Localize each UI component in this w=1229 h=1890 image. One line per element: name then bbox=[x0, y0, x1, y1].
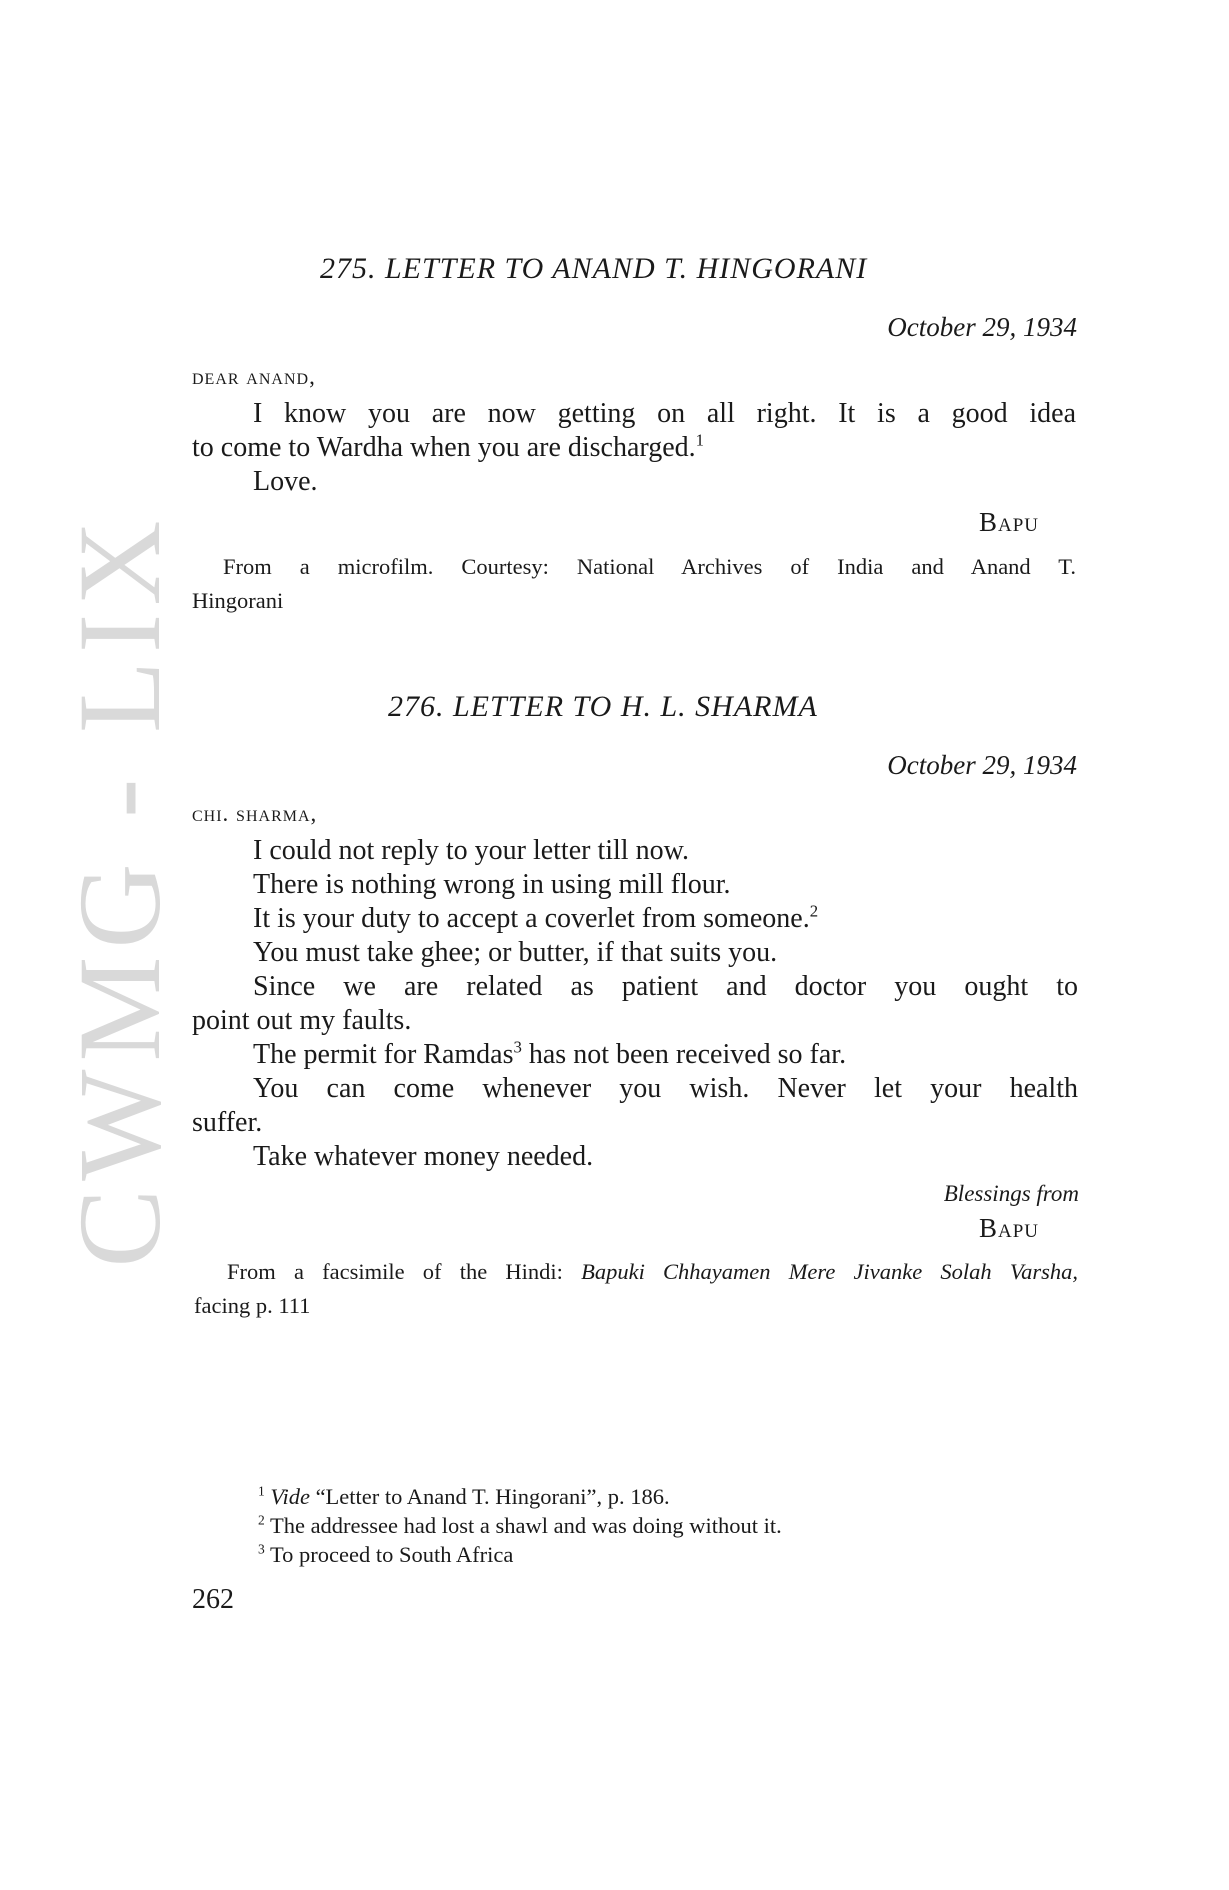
footnote-3 bbox=[258, 1542, 513, 1568]
letter-276-line-2: There is nothing wrong in using mill flour. bbox=[253, 869, 731, 900]
letter-276-line-7b: suffer. bbox=[192, 1107, 263, 1138]
footnote-3-text: To proceed to South Africa bbox=[269, 1542, 514, 1567]
letter-276-line-6-start: The permit for Ramdas bbox=[253, 1039, 514, 1070]
letter-276-line-1: I could not reply to your letter till now. bbox=[253, 835, 689, 866]
letter-276-line-8: Take whatever money needed. bbox=[253, 1141, 594, 1172]
letter-276-source-title: Bapuki Chhayamen Mere Jivanke Solah Varsha, bbox=[581, 1259, 1078, 1284]
footnote-3-number: 3 bbox=[258, 1541, 265, 1557]
letter-275-closing: Love. bbox=[253, 466, 318, 497]
footnote-1-italic: Vide bbox=[270, 1484, 310, 1509]
letter-275-source-line-2: Hingorani bbox=[192, 588, 284, 613]
footnote-1-text: “Letter to Anand T. Hingorani”, p. 186. bbox=[309, 1484, 670, 1509]
letter-276-signature: Bapu bbox=[978, 1213, 1039, 1243]
letter-276-blessings: Blessings from bbox=[943, 1181, 1079, 1206]
letter-275-signature: Bapu bbox=[978, 507, 1039, 537]
letter-276-source-line-2: facing p. 111 bbox=[194, 1293, 311, 1318]
footnote-ref-2: 2 bbox=[809, 901, 819, 921]
letter-276-line-6 bbox=[253, 1038, 846, 1072]
letter-276-line-5b: point out my faults. bbox=[192, 1005, 412, 1036]
letter-276-line-4: You must take ghee; or butter, if that suits you. bbox=[253, 937, 778, 968]
letter-275-date: October 29, 1934 bbox=[887, 312, 1077, 342]
letter-276-date: October 29, 1934 bbox=[887, 750, 1077, 780]
letter-276-source-line-1 bbox=[227, 1259, 1078, 1285]
letter-276-heading: 276. LETTER TO H. L. SHARMA bbox=[388, 690, 818, 723]
letter-276-line-6-end: has not been received so far. bbox=[521, 1039, 847, 1070]
letter-276-line-3-text: It is your duty to accept a coverlet from someone. bbox=[253, 903, 810, 934]
letter-275-source-line-1: From a microfilm. Courtesy: National Archives of India and Anand T. bbox=[223, 554, 1076, 579]
footnote-2 bbox=[258, 1513, 782, 1539]
footnote-1 bbox=[258, 1484, 670, 1510]
footnote-ref-1: 1 bbox=[695, 430, 705, 450]
page-number: 262 bbox=[192, 1584, 234, 1615]
letter-275-line-1: I know you are now getting on all right. It is a good idea bbox=[253, 398, 1076, 429]
footnote-ref-3: 3 bbox=[513, 1037, 522, 1057]
letter-275-line-2-text: to come to Wardha when you are discharged. bbox=[192, 432, 696, 463]
letter-276-line-7a: You can come whenever you wish. Never let your health bbox=[253, 1073, 1078, 1104]
footnote-2-text: The addressee had lost a shawl and was doing without it. bbox=[269, 1513, 782, 1538]
footnote-1-number: 1 bbox=[258, 1483, 265, 1499]
letter-276-line-3 bbox=[253, 902, 818, 936]
watermark: CWMG - LIX bbox=[54, 512, 185, 1268]
letter-276-salutation: chi. sharma, bbox=[192, 801, 318, 826]
letter-276-source-prefix: From a facsimile of the Hindi: bbox=[227, 1259, 582, 1284]
footnote-2-number: 2 bbox=[258, 1512, 265, 1528]
letter-275-line-2 bbox=[192, 431, 704, 465]
letter-275-heading: 275. LETTER TO ANAND T. HINGORANI bbox=[320, 252, 868, 285]
letter-275-salutation: dear anand, bbox=[192, 364, 316, 389]
letter-276-line-5a: Since we are related as patient and doctor you ought to bbox=[253, 971, 1078, 1002]
